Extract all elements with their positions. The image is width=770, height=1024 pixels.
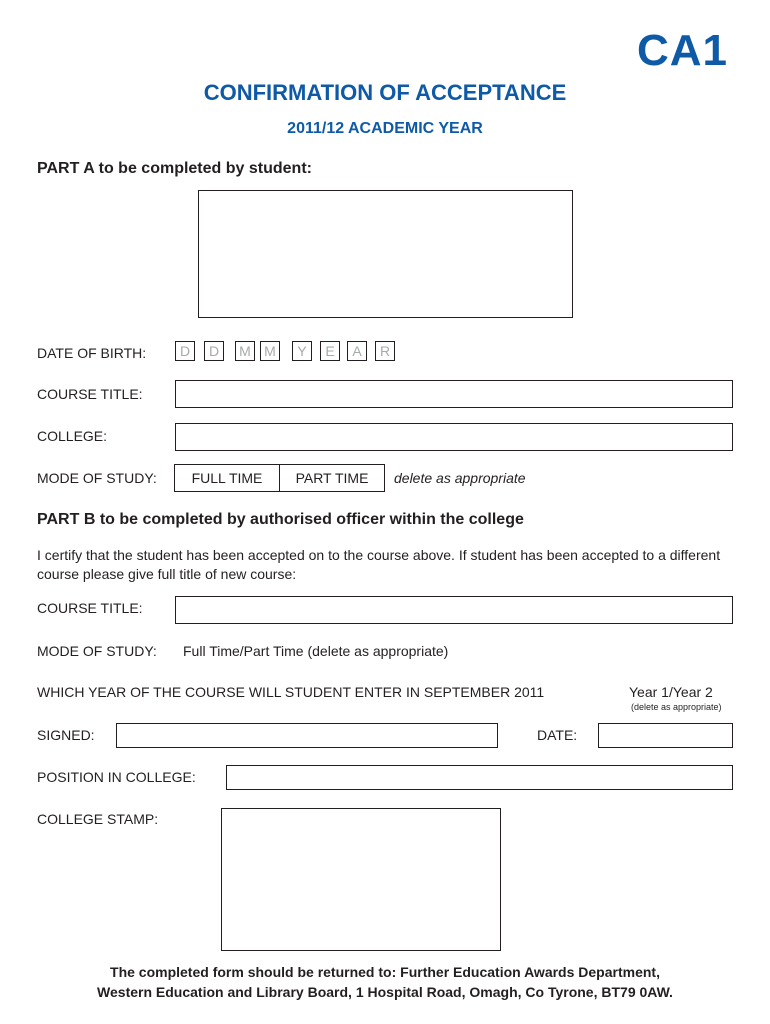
part-a-heading: PART A to be completed by student: [37, 160, 312, 177]
signature-input[interactable] [116, 723, 498, 748]
college-stamp-box[interactable] [221, 808, 501, 951]
certify-text: I certify that the student has been accepted on to the course above. If student has been accepted to a different course please give full title of new course: [37, 547, 721, 582]
college-input[interactable] [175, 423, 733, 451]
year-note: (delete as appropriate) [631, 702, 722, 712]
part-b-mode-label: MODE OF STUDY: [37, 643, 157, 659]
dob-label: DATE OF BIRTH: [37, 345, 147, 361]
course-title-label: COURSE TITLE: [37, 386, 143, 402]
dob-day-2[interactable]: D [204, 341, 224, 361]
date-label: DATE: [537, 727, 578, 743]
college-label: COLLEGE: [37, 428, 108, 444]
page-subtitle: 2011/12 ACADEMIC YEAR [287, 120, 483, 137]
college-stamp-label: COLLEGE STAMP: [37, 811, 159, 827]
mode-note: delete as appropriate [394, 470, 526, 486]
signed-label: SIGNED: [37, 727, 95, 743]
dob-year-2[interactable]: E [320, 341, 340, 361]
part-time-option[interactable]: PART TIME [279, 464, 385, 492]
return-address-line-2: Western Education and Library Board, 1 Hospital Road, Omagh, Co Tyrone, BT79 0AW. [97, 984, 673, 1000]
part-b-mode-value: Full Time/Part Time (delete as appropriate) [183, 643, 449, 659]
year-options: Year 1/Year 2 [629, 684, 713, 700]
page-title: CONFIRMATION OF ACCEPTANCE [203, 80, 567, 105]
dob-year-3[interactable]: A [347, 341, 367, 361]
dob-month-1[interactable]: M [235, 341, 255, 361]
return-address [0, 962, 770, 1002]
form-code: CA1 [636, 26, 728, 75]
new-course-title-input[interactable] [175, 596, 733, 624]
dob-year-1[interactable]: Y [292, 341, 312, 361]
year-question: WHICH YEAR OF THE COURSE WILL STUDENT ENTER IN SEPTEMBER 2011 [37, 684, 545, 700]
full-time-option[interactable]: FULL TIME [174, 464, 280, 492]
return-address-line-1: The completed form should be returned to: Further Education Awards Department, [110, 964, 660, 980]
position-label: POSITION IN COLLEGE: [37, 769, 196, 785]
dob-year-4[interactable]: R [375, 341, 395, 361]
position-input[interactable] [226, 765, 733, 790]
part-b-heading: PART B to be completed by authorised officer within the college [37, 511, 524, 528]
mode-of-study-label: MODE OF STUDY: [37, 470, 157, 486]
student-details-box[interactable] [198, 190, 573, 318]
dob-day-1[interactable]: D [175, 341, 195, 361]
date-input[interactable] [598, 723, 733, 748]
dob-month-2[interactable]: M [260, 341, 280, 361]
new-course-title-label: COURSE TITLE: [37, 600, 143, 616]
course-title-input[interactable] [175, 380, 733, 408]
